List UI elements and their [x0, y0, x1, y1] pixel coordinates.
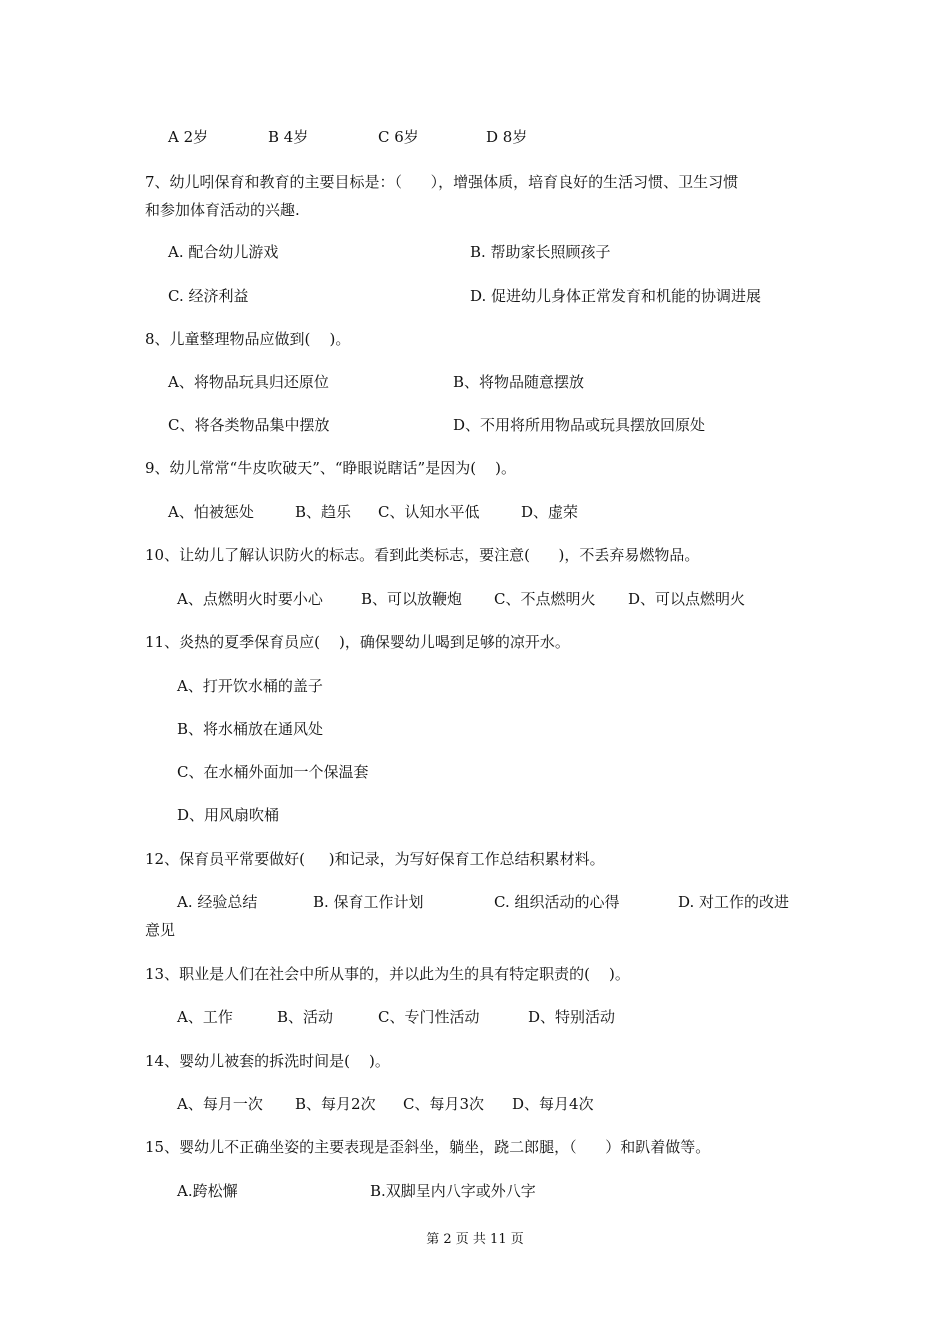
q7-option-b: B. 帮助家长照顾孩子 [470, 243, 611, 261]
q6-option-c: C 6岁 [378, 128, 419, 146]
q13-option-a: A、工作 [177, 1008, 233, 1026]
q9-option-b: B、趋乐 [295, 503, 352, 521]
q12-stem: 12、保育员平常要做好( )和记录，为写好保育工作总结积累材料。 [145, 850, 605, 868]
q12-option-b: B. 保育工作计划 [313, 893, 424, 911]
q11-option-a: A、打开饮水桶的盖子 [177, 677, 323, 695]
q8-option-c: C、将各类物品集中摆放 [168, 416, 330, 434]
q14-option-b: B、每月2次 [295, 1095, 376, 1113]
q8-option-d: D、不用将所用物品或玩具摆放回原处 [453, 416, 706, 434]
q7-option-c: C. 经济利益 [168, 287, 249, 305]
q11-option-c: C、在水桶外面加一个保温套 [177, 763, 369, 781]
q10-option-b: B、可以放鞭炮 [361, 590, 463, 608]
q6-option-a: A 2岁 [168, 128, 209, 146]
q6-option-b: B 4岁 [268, 128, 309, 146]
q11-option-b: B、将水桶放在通风处 [177, 720, 324, 738]
q12-option-a: A. 经验总结 [177, 893, 258, 911]
q7-option-a: A. 配合幼儿游戏 [168, 243, 279, 261]
q6-option-d: D 8岁 [486, 128, 528, 146]
q9-option-a: A、怕被惩处 [168, 503, 254, 521]
q8-option-a: A、将物品玩具归还原位 [168, 373, 329, 391]
q9-option-d: D、虚荣 [521, 503, 579, 521]
q8-option-b: B、将物品随意摆放 [453, 373, 585, 391]
page-number-footer: 第 2 页 共 11 页 [426, 1232, 524, 1247]
q13-option-b: B、活动 [277, 1008, 334, 1026]
q10-option-a: A、点燃明火时要小心 [177, 590, 323, 608]
q12-option-d-wrap: 意见 [145, 921, 176, 939]
q8-stem: 8、儿童整理物品应做到( )。 [145, 330, 351, 348]
q13-option-d: D、特别活动 [528, 1008, 616, 1026]
q11-stem: 11、炎热的夏季保育员应( )，确保婴幼儿喝到足够的凉开水。 [145, 633, 570, 651]
q15-stem: 15、婴幼儿不正确坐姿的主要表现是歪斜坐，躺坐，跷二郎腿，（ ）和趴着做等。 [145, 1138, 711, 1156]
q14-option-c: C、每月3次 [403, 1095, 485, 1113]
q10-option-d: D、可以点燃明火 [628, 590, 746, 608]
q12-option-c: C. 组织活动的心得 [494, 893, 620, 911]
q10-option-c: C、不点燃明火 [494, 590, 596, 608]
q14-option-a: A、每月一次 [177, 1095, 263, 1113]
q15-option-b: B.双脚呈内八字或外八字 [370, 1182, 536, 1200]
q14-option-d: D、每月4次 [512, 1095, 594, 1113]
q11-option-d: D、用风扇吹桶 [177, 806, 280, 824]
q7-option-d: D. 促进幼儿身体正常发育和机能的协调进展 [470, 287, 762, 305]
q12-option-d: D. 对工作的改进 [678, 893, 790, 911]
q13-stem: 13、职业是人们在社会中所从事的，并以此为生的具有特定职责的( )。 [145, 965, 630, 983]
q14-stem: 14、婴幼儿被套的拆洗时间是( )。 [145, 1052, 390, 1070]
q15-option-a: A.跨松懈 [177, 1182, 238, 1200]
q7-stem-line2: 和参加体育活动的兴趣. [145, 201, 300, 219]
q9-option-c: C、认知水平低 [378, 503, 480, 521]
q13-option-c: C、专门性活动 [378, 1008, 480, 1026]
q7-stem-line1: 7、幼儿吲保育和教育的主要目标是：（ ），增强体质，培育良好的生活习惯、卫生习惯 [145, 173, 739, 191]
q10-stem: 10、让幼儿了解认识防火的标志。看到此类标志，要注意( )，不丢弃易燃物品。 [145, 546, 700, 564]
q9-stem: 9、幼儿常常“牛皮吹破天”、“睁眼说瞎话”是因为( )。 [145, 459, 516, 477]
